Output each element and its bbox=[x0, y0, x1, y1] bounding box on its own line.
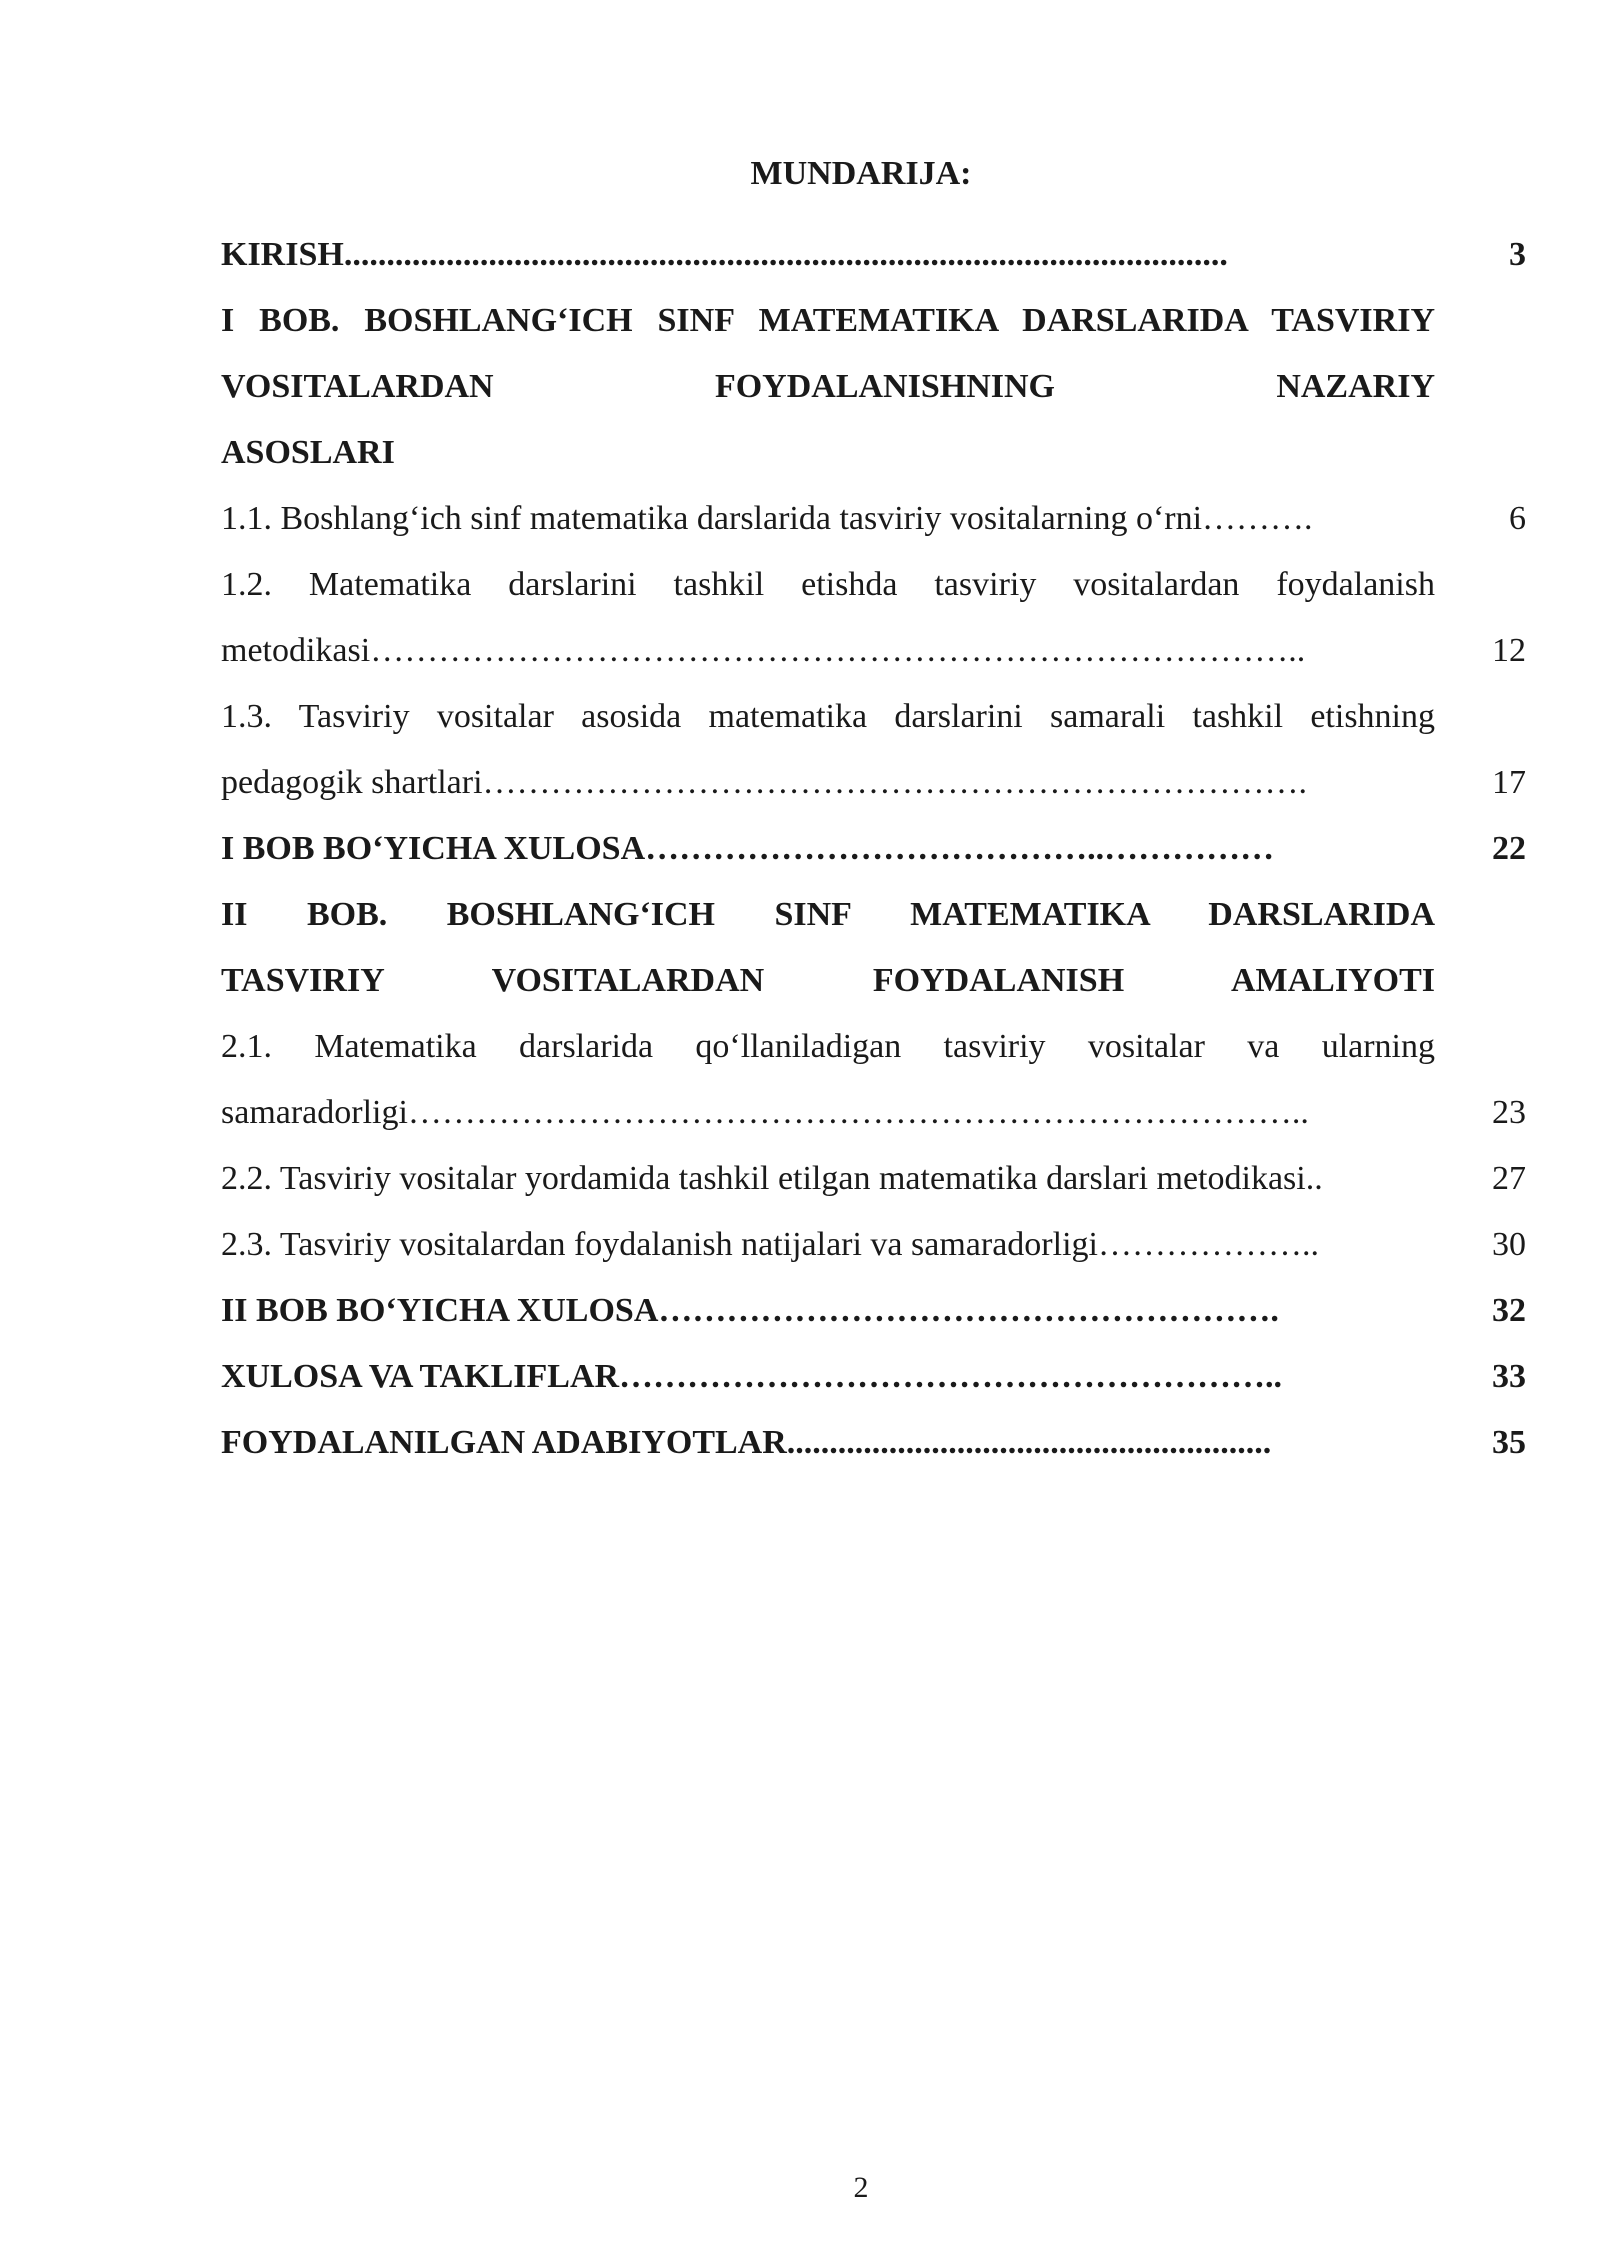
toc-entry-text: KIRISH........................................................................................................ bbox=[221, 236, 1228, 273]
toc-chapter-2-heading bbox=[221, 882, 1526, 1014]
toc-entry-text: XULOSA VA TAKLIFLAR………………………………………………….. bbox=[221, 1358, 1283, 1395]
heading-line-last: ASOSLARI bbox=[221, 434, 395, 471]
toc-chapter-1-heading bbox=[221, 288, 1526, 486]
table-of-contents bbox=[221, 222, 1526, 1476]
toc-entry-page: 22 bbox=[1492, 830, 1526, 867]
toc-entry-page: 12 bbox=[1492, 632, 1526, 669]
toc-entry-text: 1.2. Matematika darslarini tashkil etishda tasviriy vositalardan foydalanish metodikasi……………………………………………………………………….. bbox=[221, 566, 1435, 669]
toc-entry-text bbox=[221, 288, 1435, 486]
heading-line: I BOB. BOSHLANG‘ICH SINF MATEMATIKA DARSLARIDA TASVIRIY VOSITALARDAN FOYDALANISHNING NAZARIY bbox=[221, 302, 1435, 405]
toc-entry-kirish bbox=[221, 222, 1526, 288]
toc-entry-page: 32 bbox=[1492, 1292, 1526, 1329]
toc-entry-text: I BOB BO‘YICHA XULOSA…………………………………..…………… bbox=[221, 830, 1275, 867]
toc-entry-text: 2.3. Tasviriy vositalardan foydalanish natijalari va samaradorligi……………….. bbox=[221, 1226, 1319, 1263]
toc-entry-1-2 bbox=[221, 552, 1526, 684]
toc-entry-text: 2.1. Matematika darslarida qo‘llaniladigan tasviriy vositalar va ularning samaradorligi…………………………………………………………………….. bbox=[221, 1028, 1435, 1131]
toc-entry-text: 1.1. Boshlang‘ich sinf matematika darslarida tasviriy vositalarning o‘rni………. bbox=[221, 500, 1313, 537]
toc-entry-chapter-1-conclusion bbox=[221, 816, 1526, 882]
toc-title: MUNDARIJA: bbox=[750, 155, 972, 192]
toc-entry-page: 30 bbox=[1492, 1226, 1526, 1263]
toc-entry-2-3 bbox=[221, 1212, 1526, 1278]
toc-entry-conclusions bbox=[221, 1344, 1526, 1410]
toc-entry-text: FOYDALANILGAN ADABIYOTLAR......................................................... bbox=[221, 1424, 1272, 1461]
heading-line-last: TASVIRIY VOSITALARDAN FOYDALANISH AMALIYOTI bbox=[221, 962, 1435, 999]
toc-entry-1-1 bbox=[221, 486, 1526, 552]
toc-entry-text bbox=[221, 882, 1435, 1014]
toc-entry-page: 35 bbox=[1492, 1424, 1526, 1461]
toc-entry-page: 6 bbox=[1509, 500, 1526, 537]
toc-entry-page: 23 bbox=[1492, 1094, 1526, 1131]
page-number: 2 bbox=[853, 2171, 869, 2204]
toc-entry-text: II BOB BO‘YICHA XULOSA………………………………………………. bbox=[221, 1292, 1279, 1329]
toc-entry-page: 33 bbox=[1492, 1358, 1526, 1395]
heading-line: II BOB. BOSHLANG‘ICH SINF MATEMATIKA DARSLARIDA bbox=[221, 896, 1435, 933]
toc-entry-text: 2.2. Tasviriy vositalar yordamida tashkil etilgan matematika darslari metodikasi.. bbox=[221, 1160, 1323, 1197]
toc-entry-1-3 bbox=[221, 684, 1526, 816]
toc-entry-2-2 bbox=[221, 1146, 1526, 1212]
toc-entry-2-1 bbox=[221, 1014, 1526, 1146]
toc-entry-page: 17 bbox=[1492, 764, 1526, 801]
toc-entry-text: 1.3. Tasviriy vositalar asosida matematika darslarini samarali tashkil etishning pedagogik shartlari………………………………………………………………. bbox=[221, 698, 1435, 801]
toc-entry-page: 3 bbox=[1509, 236, 1526, 273]
toc-entry-chapter-2-conclusion bbox=[221, 1278, 1526, 1344]
toc-entry-page: 27 bbox=[1492, 1160, 1526, 1197]
toc-entry-references bbox=[221, 1410, 1526, 1476]
